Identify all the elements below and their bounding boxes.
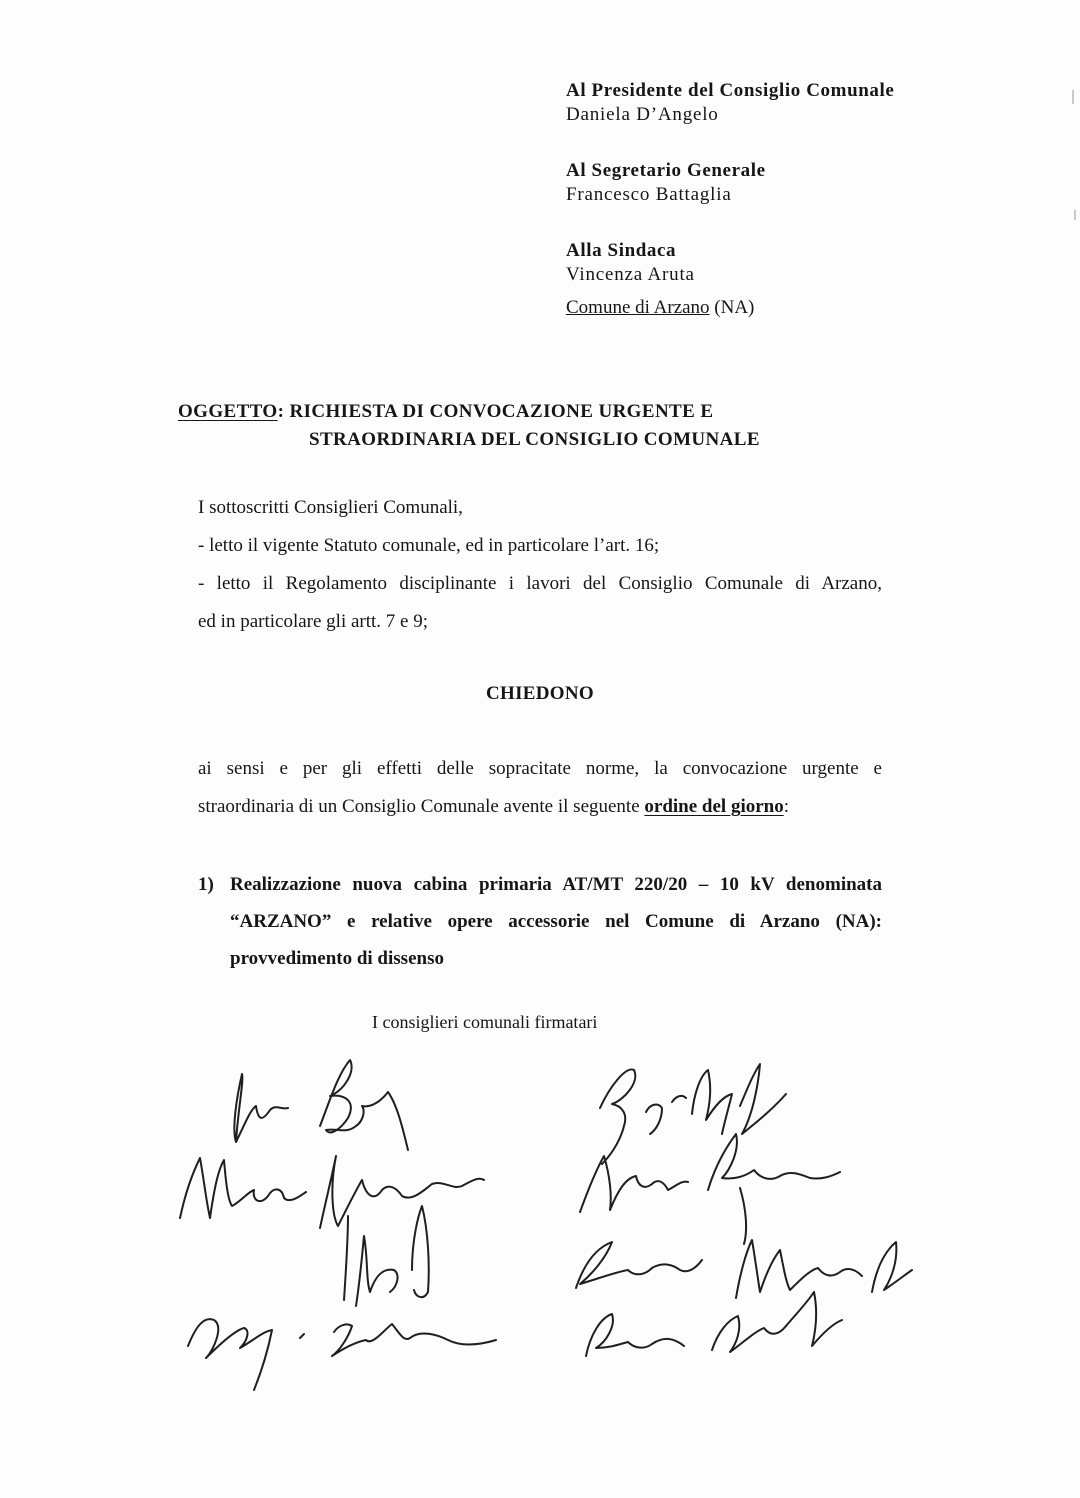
- scan-mark: [1074, 210, 1076, 220]
- signature-stroke: [332, 1324, 496, 1356]
- recipient-name: Francesco Battaglia: [566, 184, 732, 205]
- request-line-2: [198, 788, 882, 826]
- intro-line: I sottoscritti Consiglieri Comunali,: [198, 497, 463, 518]
- subject-line-2: STRAORDINARIA DEL CONSIGLIO COMUNALE: [309, 429, 760, 450]
- recipient-name: Daniela D’Angelo: [566, 104, 719, 125]
- signature-stroke: [586, 1314, 684, 1356]
- intro-paragraph: [198, 489, 882, 641]
- scan-mark: [1072, 90, 1074, 104]
- signature-stroke: [188, 1319, 304, 1390]
- comune-line: [566, 296, 754, 320]
- subject-line-1: : RICHIESTA DI CONVOCAZIONE URGENTE E: [277, 401, 714, 422]
- signature-stroke: [576, 1242, 702, 1288]
- signatures-caption: I consiglieri comunali firmatari: [372, 1012, 598, 1032]
- signature-stroke: [712, 1292, 842, 1352]
- subject-label: OGGETTO: [178, 401, 278, 422]
- agenda-emphasis: ordine del giorno: [644, 796, 784, 817]
- signature-stroke: [234, 1074, 288, 1142]
- signature-stroke: [600, 1069, 686, 1164]
- request-line-1: ai sensi e per gli effetti delle sopracitate norme, la convocazione urgente e: [198, 758, 882, 779]
- signature-stroke: [692, 1064, 786, 1134]
- recipient-block-secretary: [566, 159, 766, 207]
- chiedono-heading: CHIEDONO: [486, 683, 594, 704]
- recipient-role: Al Presidente del Consiglio Comunale: [566, 80, 895, 101]
- comune-name: Comune di Arzano: [566, 297, 710, 318]
- agenda-item-number: 1): [198, 874, 214, 895]
- agenda-item: [198, 866, 882, 977]
- intro-line: ed in particolare gli artt. 7 e 9;: [198, 611, 429, 632]
- recipient-role: Al Segretario Generale: [566, 160, 766, 181]
- recipient-role: Alla Sindaca: [566, 240, 677, 261]
- intro-line: - letto il Regolamento disciplinante i lavori del Consiglio Comunale di Arzano,: [198, 573, 882, 594]
- signature-stroke: [180, 1158, 306, 1218]
- request-paragraph: [198, 750, 882, 826]
- subject-block: [178, 398, 760, 454]
- comune-province: (NA): [714, 297, 755, 318]
- intro-line: - letto il vigente Statuto comunale, ed in particolare l’art. 16;: [198, 535, 660, 556]
- recipient-block-mayor: [566, 239, 695, 287]
- agenda-item-text: Realizzazione nuova cabina primaria AT/MT 220/20 – 10 kV denominata “ARZANO” e relative opere accessorie nel Comune di Arzano (NA): provvedimento di dissenso: [230, 874, 882, 969]
- signature-stroke: [580, 1156, 688, 1212]
- signature-stroke: [736, 1240, 912, 1298]
- request-line-2-prefix: straordinaria di un Consiglio Comunale avente il seguente: [198, 796, 645, 817]
- signature-stroke: [708, 1134, 840, 1244]
- signature-stroke: [344, 1206, 429, 1306]
- signature-stroke: [320, 1060, 408, 1150]
- signature-stroke: [320, 1156, 484, 1228]
- recipient-block-president: [566, 79, 894, 127]
- handwritten-signatures: [0, 1030, 1080, 1410]
- request-line-2-suffix: :: [783, 796, 790, 817]
- recipient-name: Vincenza Aruta: [566, 264, 695, 285]
